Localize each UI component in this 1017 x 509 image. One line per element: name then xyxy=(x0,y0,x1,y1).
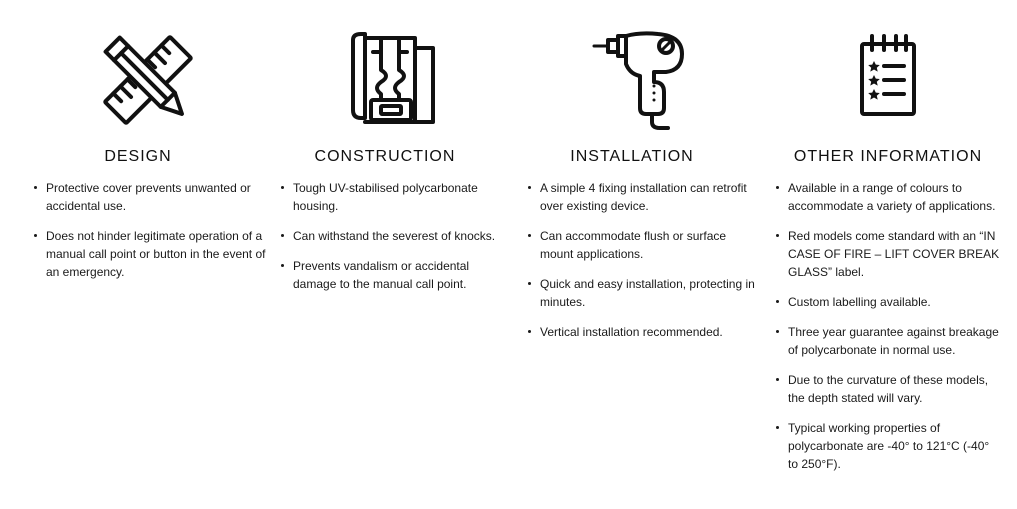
column-title: CONSTRUCTION xyxy=(314,148,456,165)
list-item: Red models come standard with an “IN CASE OF FIRE – LIFT COVER BREAK GLASS” label. xyxy=(788,227,1002,281)
list-item: Tough UV-stabilised polycarbonate housing. xyxy=(293,179,515,215)
list-item: Typical working properties of polycarbonate are -40° to 121°C (-40° to 250°F). xyxy=(788,419,1002,473)
list-item: Can accommodate flush or surface mount applications. xyxy=(540,227,762,263)
column-title: DESIGN xyxy=(104,148,172,165)
list-item: A simple 4 fixing installation can retrofit over existing device. xyxy=(540,179,762,215)
list-item: Three year guarantee against breakage of polycarbonate in normal use. xyxy=(788,323,1002,359)
feature-list xyxy=(522,179,762,353)
pencil-ruler-icon xyxy=(98,30,198,130)
tape-measure-icon xyxy=(343,30,443,130)
drill-icon xyxy=(590,30,690,130)
list-item: Vertical installation recommended. xyxy=(540,323,762,341)
list-item: Quick and easy installation, protecting in minutes. xyxy=(540,275,762,311)
list-item: Does not hinder legitimate operation of a manual call point or button in the event of an emergency. xyxy=(46,227,268,281)
list-item: Protective cover prevents unwanted or accidental use. xyxy=(46,179,268,215)
list-item: Available in a range of colours to accommodate a variety of applications. xyxy=(788,179,1002,215)
list-item: Can withstand the severest of knocks. xyxy=(293,227,515,245)
list-item: Due to the curvature of these models, the depth stated will vary. xyxy=(788,371,1002,407)
checklist-notepad-icon xyxy=(842,30,942,130)
feature-list xyxy=(28,179,268,293)
column-title: OTHER INFORMATION xyxy=(793,148,983,165)
column-title: INSTALLATION xyxy=(570,148,694,165)
list-item: Prevents vandalism or accidental damage to the manual call point. xyxy=(293,257,515,293)
feature-list xyxy=(275,179,515,305)
feature-list xyxy=(770,179,1002,485)
list-item: Custom labelling available. xyxy=(788,293,1002,311)
